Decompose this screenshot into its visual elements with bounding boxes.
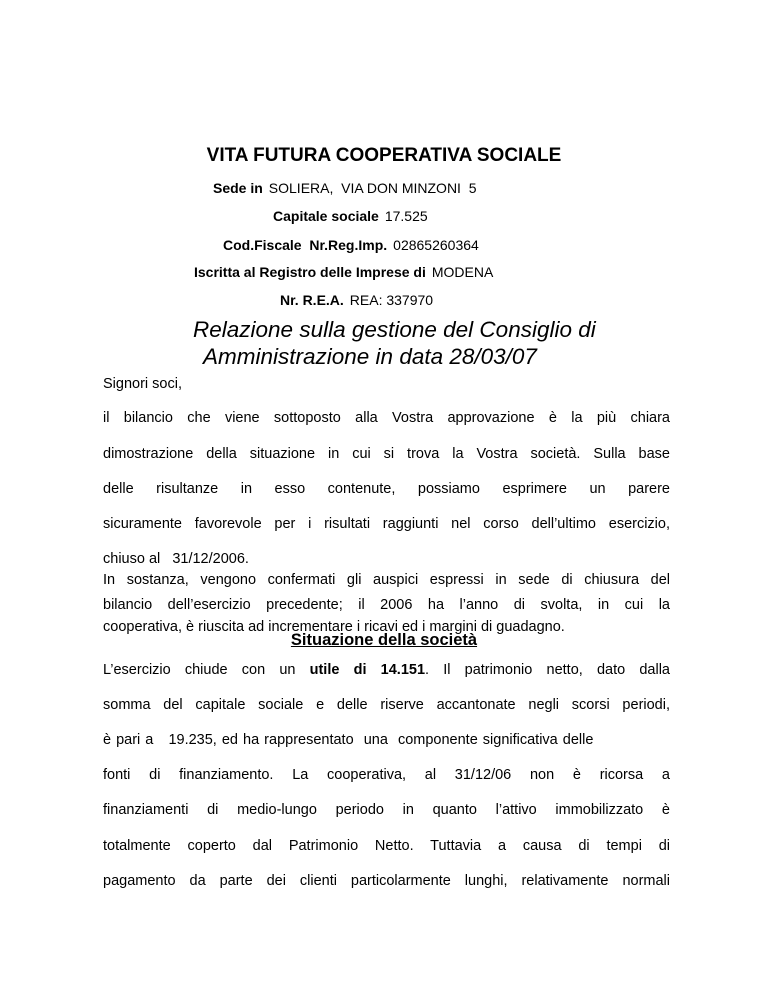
capitale-value: 17.525 bbox=[384, 208, 428, 224]
intro-line: In sostanza, vengono confermati gli auspici espressi in sede di chiusura del bbox=[103, 572, 670, 588]
section-title: Situazione della società bbox=[290, 631, 478, 649]
sede-value: SOLIERA, VIA DON MINZONI 5 bbox=[268, 180, 477, 196]
intro-line: delle risultanze in esso contenute, possiamo esprimere un parere bbox=[103, 481, 670, 497]
rea-label: Nr. R.E.A. bbox=[280, 292, 344, 308]
report-title-line-2: Amministrazione in data 28/03/07 bbox=[203, 344, 537, 369]
section-line: è pari a 19.235, ed ha rappresentato una componente significativa delle bbox=[103, 732, 594, 748]
section-line-post: . Il patrimonio netto, dato dalla bbox=[425, 662, 670, 678]
section-line: pagamento da parte dei clienti particolarmente lunghi, relativamente normali bbox=[103, 873, 670, 889]
section-line bbox=[103, 662, 670, 678]
registro-line bbox=[194, 264, 493, 280]
rea-line bbox=[280, 292, 433, 308]
sede-label: Sede in bbox=[213, 180, 263, 196]
profit-highlight: utile di 14.151 bbox=[309, 662, 426, 678]
intro-line: bilancio dell’esercizio precedente; il 2006 ha l’anno di svolta, in cui la bbox=[103, 597, 670, 613]
capitale-label: Capitale sociale bbox=[273, 208, 379, 224]
greeting: Signori soci, bbox=[103, 376, 182, 392]
section-line: finanziamenti di medio-lungo periodo in quanto l’attivo immobilizzato è bbox=[103, 802, 670, 818]
codfiscale-label: Cod.Fiscale Nr.Reg.Imp. bbox=[223, 237, 388, 253]
codfiscale-line bbox=[223, 237, 479, 253]
intro-line: dimostrazione della situazione in cui si trova la Vostra società. Sulla base bbox=[103, 446, 670, 462]
intro-line: cooperativa, è riuscita ad incrementare i ricavi ed i margini di guadagno. bbox=[103, 619, 565, 635]
intro-line: chiuso al 31/12/2006. bbox=[103, 551, 249, 567]
intro-line: sicuramente favorevole per i risultati raggiunti nel corso dell’ultimo esercizio, bbox=[103, 516, 670, 532]
rea-value: REA: 337970 bbox=[349, 292, 434, 308]
report-title-line-1: Relazione sulla gestione del Consiglio di bbox=[193, 317, 596, 342]
intro-line: il bilancio che viene sottoposto alla Vostra approvazione è la più chiara bbox=[103, 410, 670, 426]
codfiscale-value: 02865260364 bbox=[393, 237, 479, 253]
section-line: totalmente coperto dal Patrimonio Netto. Tuttavia a causa di tempi di bbox=[103, 838, 670, 854]
section-line-pre: L’esercizio chiude con un bbox=[103, 662, 310, 678]
capitale-line bbox=[273, 208, 428, 224]
registro-value: MODENA bbox=[431, 264, 494, 280]
sede-line bbox=[213, 180, 477, 196]
section-line: somma del capitale sociale e delle riserve accantonate negli scorsi periodi, bbox=[103, 697, 670, 713]
company-name: VITA FUTURA COOPERATIVA SOCIALE bbox=[206, 145, 562, 166]
section-line: fonti di finanziamento. La cooperativa, al 31/12/06 non è ricorsa a bbox=[103, 767, 670, 783]
registro-label: Iscritta al Registro delle Imprese di bbox=[194, 264, 426, 280]
